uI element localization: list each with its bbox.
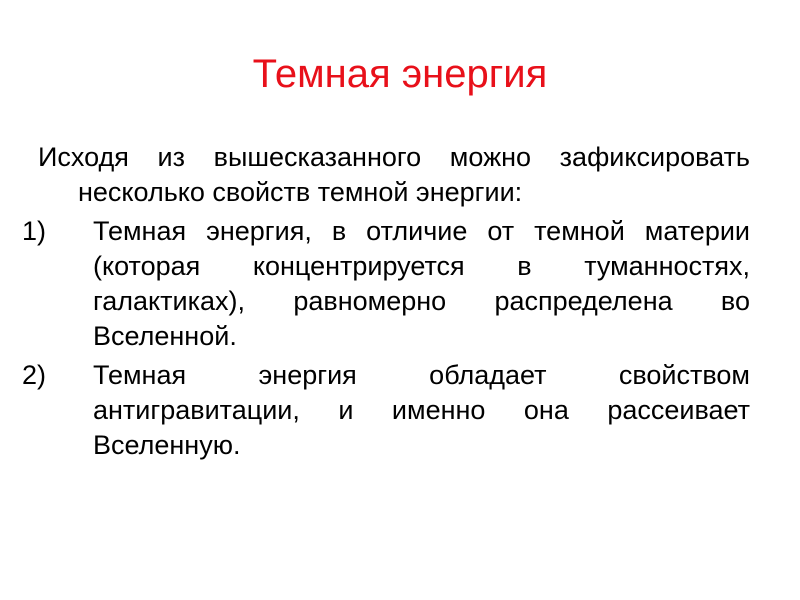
list-item-number: 2) — [22, 360, 47, 390]
slide-title: Темная энергия — [252, 52, 548, 96]
intro-paragraph: Исходя из вышесказанного можно зафиксировать несколько свойств темной энергии: — [38, 142, 750, 207]
list-item-text: Темная энергия, в отличие от темной материи (которая концентрируется в туманностях, галактиках), равномерно распределена во Вселенной. — [93, 216, 750, 351]
slide-body — [22, 140, 750, 463]
properties-list — [22, 214, 750, 463]
list-item-text: Темная энергия обладает свойством антигравитации, и именно она рассеивает Вселенную. — [93, 360, 750, 460]
list-item-number: 1) — [22, 216, 47, 246]
list-item — [22, 214, 750, 354]
list-item — [22, 358, 750, 463]
